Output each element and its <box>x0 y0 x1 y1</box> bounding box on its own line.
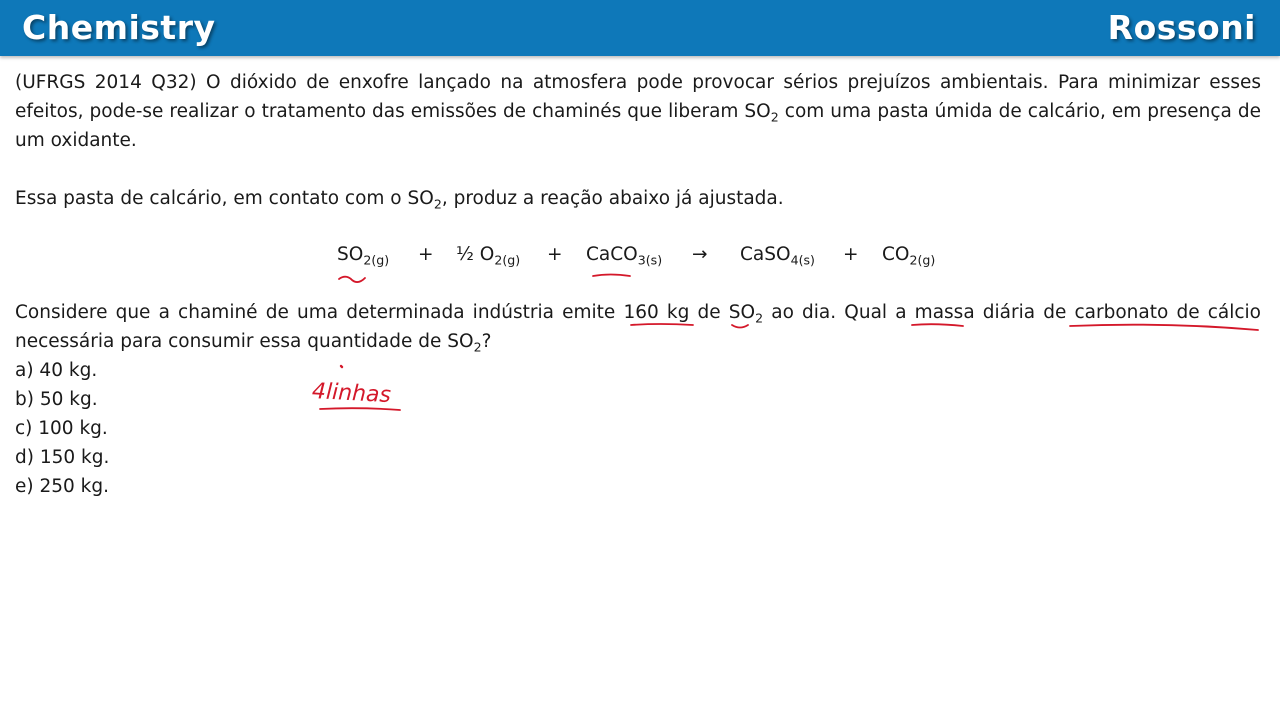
product-caso4: CaSO$_{4(s)}$ <box>740 244 815 268</box>
option-a[interactable]: a) 40 kg. <box>15 360 98 381</box>
underline-4linhas <box>320 408 400 410</box>
reaction-subscript: 2 <box>433 196 442 212</box>
reaction-arrow: → <box>692 244 708 265</box>
chemical-equation <box>15 240 1261 272</box>
answer-options <box>15 356 109 501</box>
option-d[interactable]: d) 150 kg. <box>15 447 110 468</box>
reaction-text-2: , produz a reação abaixo já ajustada. <box>441 188 784 209</box>
statement-text-2: com uma pasta úmida de calcário, em presença de um oxidante. <box>15 101 1261 151</box>
question-text: Considere que a chaminé de uma determinada indústria emite 160 kg de $SO_2$ ao dia. Qual a massa diária de carbonato de cálcio necessária para consumir essa quantidade de $SO_2$? <box>15 302 1262 355</box>
reactant-caco3: CaCO$_{3(s)}$ <box>586 244 663 268</box>
dot-mark <box>341 366 342 367</box>
reaction-intro <box>15 184 1261 213</box>
underline-so2-reactant <box>339 277 365 282</box>
statement-text-1: (UFRGS 2014 Q32) O dióxido de enxofre lançado na atmosfera pode provocar sérios prejuízos ambientais. Para minimizar esses efeitos, pode-se realizar o tratamento das emissões de chaminés que liberam SO <box>15 72 1261 122</box>
plus-sign: + <box>547 244 563 265</box>
option-c[interactable]: c) 100 kg. <box>15 418 108 439</box>
reaction-text-1: Essa pasta de calcário, em contato com o SO <box>15 188 434 209</box>
statement-subscript: 2 <box>770 109 779 125</box>
header-bar <box>0 0 1280 56</box>
underline-caco3 <box>593 275 630 277</box>
option-e[interactable]: e) 250 kg. <box>15 476 110 497</box>
plus-sign: + <box>843 244 859 265</box>
problem-statement <box>15 68 1261 155</box>
plus-sign: + <box>418 244 434 265</box>
product-co2: $CO_{2(g)}$ <box>882 244 936 268</box>
handwritten-note: 4linhas <box>311 379 392 409</box>
reactant-so2: $SO_{2(g)}$ <box>337 244 390 268</box>
option-b[interactable]: b) 50 kg. <box>15 389 98 410</box>
author-title: Rossoni <box>1107 8 1256 47</box>
subject-title: Chemistry <box>22 8 216 47</box>
reactant-o2: ½ $O_{2(g)}$ <box>456 244 521 268</box>
